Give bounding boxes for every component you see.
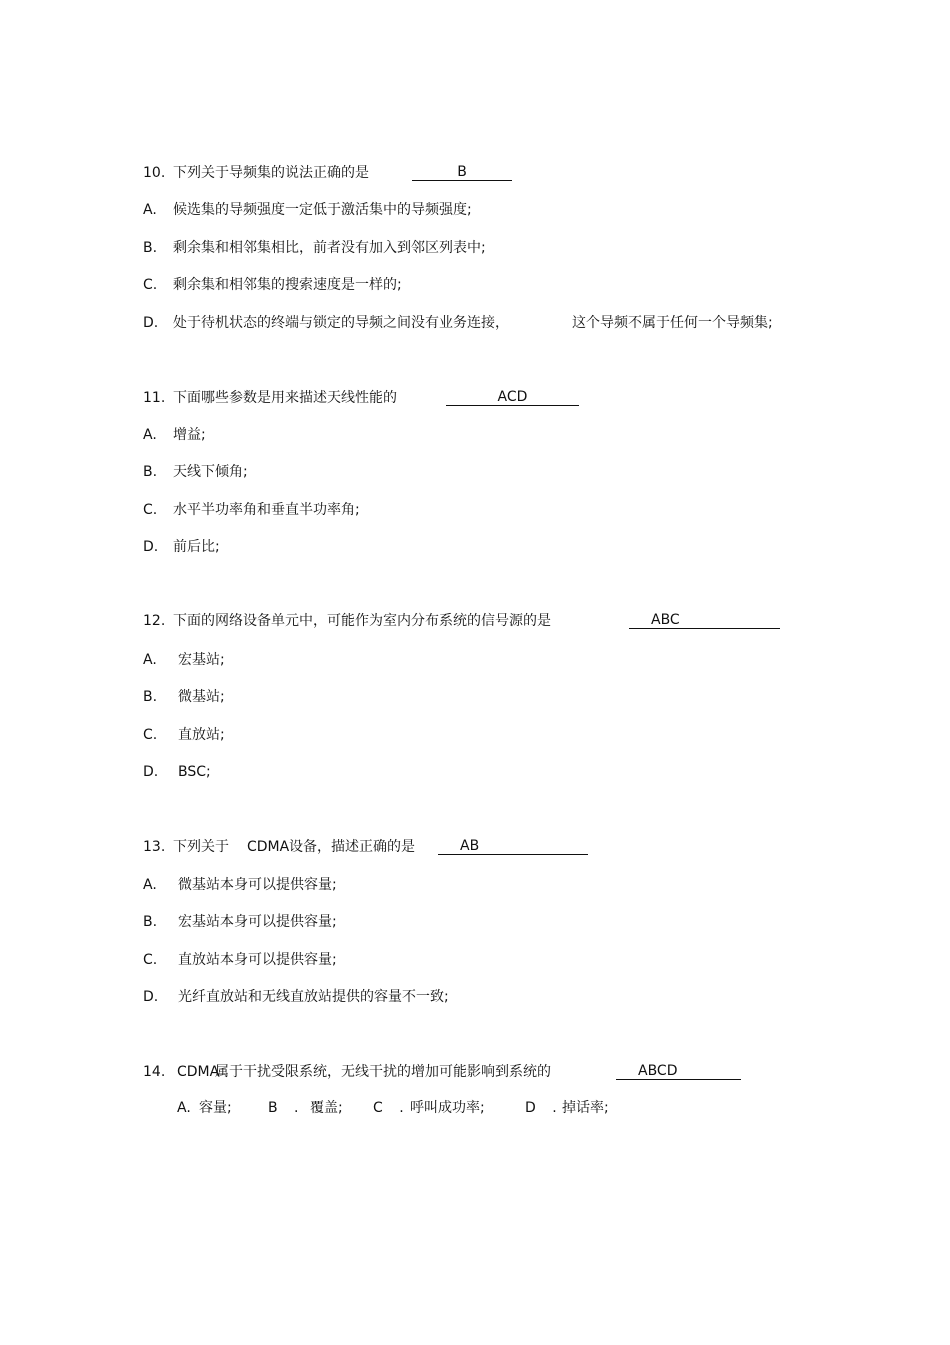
question-stem-rest: 属于干扰受限系统，无线干扰的增加可能影响到系统的 [215, 1064, 551, 1080]
question-term: CDMA [177, 1064, 220, 1080]
question-12 [143, 612, 803, 632]
option-label: B. [143, 689, 158, 705]
question-stem: 下列关于导频集的说法正确的是 [173, 165, 369, 181]
option-d [143, 763, 643, 783]
option-text-continued: 这个导频不属于任何一个导频集; [572, 315, 773, 331]
option-b [143, 239, 643, 259]
question-stem: 下面的网络设备单元中，可能作为室内分布系统的信号源的是 [173, 613, 551, 629]
option-text: 光纤直放站和无线直放站提供的容量不一致; [178, 989, 449, 1005]
option-a [143, 201, 643, 221]
option-text: 覆盖; [310, 1100, 343, 1116]
option-b [143, 913, 643, 933]
option-label: A. [177, 1100, 191, 1116]
option-text: 宏基站本身可以提供容量; [178, 914, 337, 930]
option-label: D. [143, 764, 159, 780]
option-b [143, 688, 643, 708]
question-10 [143, 164, 543, 184]
option-text: 剩余集和相邻集相比，前者没有加入到邻区列表中; [173, 240, 486, 256]
option-d [143, 988, 643, 1008]
option-label: D. [143, 315, 159, 331]
answer-blank: ABCD [616, 1063, 741, 1080]
answer-blank: ACD [446, 389, 579, 406]
question-number: 10. [143, 165, 166, 181]
option-c [143, 276, 643, 296]
option-text: BSC; [178, 764, 211, 780]
option-label: A. [143, 202, 157, 218]
option-b [143, 463, 643, 483]
option-text: 掉话率; [562, 1100, 609, 1116]
option-label: C. [143, 952, 158, 968]
option-text: 水平半功率角和垂直半功率角; [173, 502, 360, 518]
option-label: A. [143, 877, 157, 893]
option-text: 增益; [173, 427, 206, 443]
question-term: CDMA [247, 839, 290, 855]
question-number: 13. [143, 839, 166, 855]
question-13 [143, 838, 603, 858]
question-number: 14. [143, 1064, 166, 1080]
option-text: 剩余集和相邻集的搜索速度是一样的; [173, 277, 402, 293]
option-c [143, 501, 643, 521]
inline-options [177, 1099, 637, 1119]
option-label: A. [143, 427, 157, 443]
option-d [143, 538, 643, 558]
question-number: 12. [143, 613, 166, 629]
option-text: 呼叫成功率; [410, 1100, 485, 1116]
question-11 [143, 389, 603, 409]
option-label: B. [143, 240, 158, 256]
option-d [143, 314, 803, 334]
option-label: D. [143, 539, 159, 555]
question-14 [143, 1063, 753, 1083]
option-c [143, 951, 643, 971]
option-text: 微基站本身可以提供容量; [178, 877, 337, 893]
option-label: A. [143, 652, 157, 668]
option-a [143, 876, 643, 896]
answer-blank: ABC [629, 612, 780, 629]
option-text: 天线下倾角; [173, 464, 248, 480]
option-label: C. [143, 727, 158, 743]
question-stem-rest: 设备，描述正确的是 [289, 839, 415, 855]
option-label: D . [525, 1100, 563, 1116]
option-label: B . [268, 1100, 305, 1116]
option-text: 微基站; [178, 689, 225, 705]
option-text: 容量; [199, 1100, 232, 1116]
question-number: 11. [143, 390, 166, 406]
option-label: C. [143, 502, 158, 518]
question-stem: 下面哪些参数是用来描述天线性能的 [173, 390, 397, 406]
option-label: B. [143, 914, 158, 930]
option-a [143, 426, 643, 446]
option-text: 宏基站; [178, 652, 225, 668]
option-label: C. [143, 277, 158, 293]
option-text: 直放站本身可以提供容量; [178, 952, 337, 968]
option-label: D. [143, 989, 159, 1005]
option-label: C . [373, 1100, 410, 1116]
option-a [143, 651, 643, 671]
option-text: 前后比; [173, 539, 220, 555]
answer-blank: AB [438, 838, 588, 855]
option-label: B. [143, 464, 158, 480]
option-text: 候选集的导频强度一定低于激活集中的导频强度; [173, 202, 472, 218]
answer-blank: B [412, 164, 512, 181]
question-stem: 下列关于 [173, 839, 229, 855]
option-text: 直放站; [178, 727, 225, 743]
option-c [143, 726, 643, 746]
option-text: 处于待机状态的终端与锁定的导频之间没有业务连接， [173, 315, 509, 331]
